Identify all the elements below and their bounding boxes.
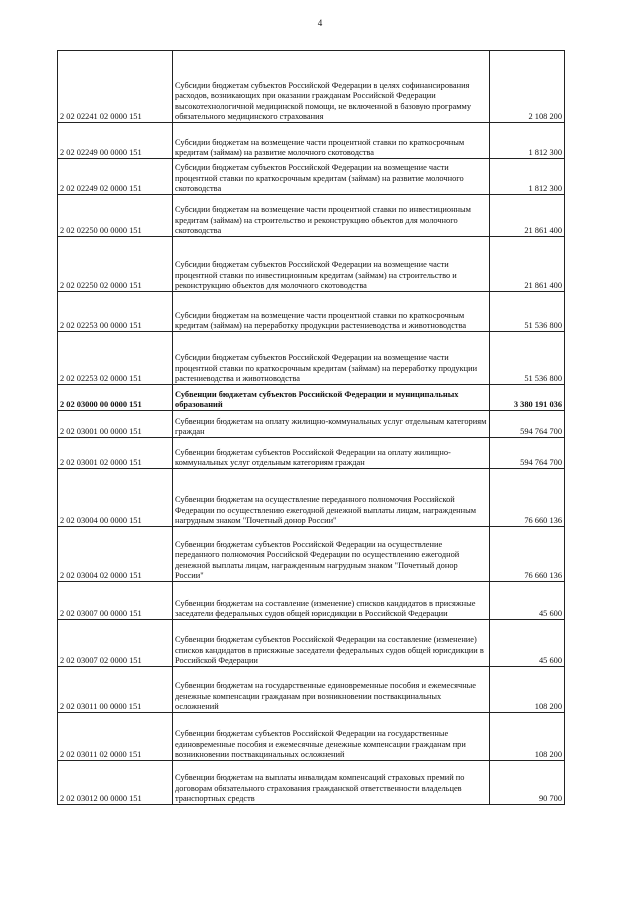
budget-description: Субвенции бюджетам на оплату жилищно-коммунальных услуг отдельным категориям граждан bbox=[173, 411, 490, 438]
budget-table bbox=[57, 50, 565, 805]
budget-description: Субвенции бюджетам субъектов Российской Федерации и муниципальных образований bbox=[173, 385, 490, 411]
budget-amount: 1 812 300 bbox=[490, 123, 565, 159]
budget-amount: 1 812 300 bbox=[490, 159, 565, 195]
budget-description: Субвенции бюджетам субъектов Российской Федерации на оплату жилищно-коммунальных услуг отдельным категориям граждан bbox=[173, 438, 490, 469]
table-row bbox=[58, 195, 565, 237]
budget-code: 2 02 03007 00 0000 151 bbox=[58, 582, 173, 620]
budget-amount: 76 660 136 bbox=[490, 469, 565, 527]
table-row bbox=[58, 123, 565, 159]
budget-description: Субвенции бюджетам субъектов Российской Федерации на составление (изменение) списков кандидатов в присяжные заседатели федеральных судов общей юрисдикции в Российской Федерации bbox=[173, 620, 490, 667]
budget-code: 2 02 02249 00 0000 151 bbox=[58, 123, 173, 159]
budget-description: Субсидии бюджетам субъектов Российской Федерации на возмещение части процентной ставки по краткосрочным кредитам (займам) на развитие молочного скотоводства bbox=[173, 159, 490, 195]
table-row bbox=[58, 438, 565, 469]
budget-code: 2 02 03011 02 0000 151 bbox=[58, 713, 173, 761]
page-number: 4 bbox=[317, 18, 323, 28]
budget-description: Субсидии бюджетам субъектов Российской Федерации на возмещение части процентной ставки по инвестиционным кредитам (займам) на строительство и реконструкцию объектов для молочного скотоводства bbox=[173, 237, 490, 292]
budget-description: Субвенции бюджетам на государственные единовременные пособия и ежемесячные денежные компенсации гражданам при возникновении поствакцинальных осложнений bbox=[173, 667, 490, 713]
budget-amount: 594 764 700 bbox=[490, 438, 565, 469]
budget-amount: 2 108 200 bbox=[490, 51, 565, 123]
budget-amount: 3 380 191 036 bbox=[490, 385, 565, 411]
table-row bbox=[58, 385, 565, 411]
budget-description: Субвенции бюджетам на выплаты инвалидам компенсаций страховых премий по договорам обязательного страхования гражданской ответственности владельцев транспортных средств bbox=[173, 761, 490, 805]
budget-amount: 45 600 bbox=[490, 582, 565, 620]
budget-code: 2 02 03001 02 0000 151 bbox=[58, 438, 173, 469]
budget-description: Субсидии бюджетам субъектов Российской Федерации на возмещение части процентной ставки по краткосрочным кредитам (займам) на переработку продукции растениеводства и животноводства bbox=[173, 332, 490, 385]
table-row bbox=[58, 332, 565, 385]
budget-amount: 45 600 bbox=[490, 620, 565, 667]
budget-code: 2 02 02250 00 0000 151 bbox=[58, 195, 173, 237]
budget-amount: 21 861 400 bbox=[490, 237, 565, 292]
budget-code: 2 02 02253 02 0000 151 bbox=[58, 332, 173, 385]
table-row bbox=[58, 582, 565, 620]
budget-code: 2 02 03000 00 0000 151 bbox=[58, 385, 173, 411]
table-row bbox=[58, 667, 565, 713]
budget-description: Субсидии бюджетам субъектов Российской Федерации в целях софинансирования расходов, возникающих при оказании гражданам Российской Федерации высокотехнологичной медицинской помощи, не включенной в базовую программу обязательного медицинского страхования bbox=[173, 51, 490, 123]
budget-description: Субсидии бюджетам на возмещение части процентной ставки по краткосрочным кредитам (займам) на переработку продукции растениеводства и животноводства bbox=[173, 292, 490, 332]
budget-code: 2 02 02250 02 0000 151 bbox=[58, 237, 173, 292]
budget-code: 2 02 02253 00 0000 151 bbox=[58, 292, 173, 332]
table-row bbox=[58, 469, 565, 527]
budget-amount: 21 861 400 bbox=[490, 195, 565, 237]
table-row bbox=[58, 713, 565, 761]
budget-amount: 90 700 bbox=[490, 761, 565, 805]
table-row bbox=[58, 527, 565, 582]
budget-code: 2 02 03011 00 0000 151 bbox=[58, 667, 173, 713]
budget-description: Субсидии бюджетам на возмещение части процентной ставки по инвестиционным кредитам (займам) на строительство и реконструкцию объектов для молочного скотоводства bbox=[173, 195, 490, 237]
table-row bbox=[58, 237, 565, 292]
budget-description: Субвенции бюджетам субъектов Российской Федерации на осуществление переданного полномочия Российской Федерации по осуществлению ежегодной денежной выплаты лицам, награжденным нагрудным знаком "Почетный донор России" bbox=[173, 527, 490, 582]
budget-amount: 108 200 bbox=[490, 713, 565, 761]
table-row bbox=[58, 292, 565, 332]
budget-amount: 51 536 800 bbox=[490, 332, 565, 385]
budget-amount: 76 660 136 bbox=[490, 527, 565, 582]
table-row bbox=[58, 761, 565, 805]
budget-code: 2 02 03004 00 0000 151 bbox=[58, 469, 173, 527]
budget-description: Субвенции бюджетам на составление (изменение) списков кандидатов в присяжные заседатели федеральных судов общей юрисдикции в Российской Федерации bbox=[173, 582, 490, 620]
table-row bbox=[58, 620, 565, 667]
budget-code: 2 02 03004 02 0000 151 bbox=[58, 527, 173, 582]
budget-code: 2 02 03007 02 0000 151 bbox=[58, 620, 173, 667]
budget-amount: 594 764 700 bbox=[490, 411, 565, 438]
budget-code: 2 02 02249 02 0000 151 bbox=[58, 159, 173, 195]
budget-amount: 51 536 800 bbox=[490, 292, 565, 332]
budget-code: 2 02 02241 02 0000 151 bbox=[58, 51, 173, 123]
table-row bbox=[58, 159, 565, 195]
table-row bbox=[58, 51, 565, 123]
table-row bbox=[58, 411, 565, 438]
budget-description: Субсидии бюджетам на возмещение части процентной ставки по краткосрочным кредитам (займам) на развитие молочного скотоводства bbox=[173, 123, 490, 159]
budget-description: Субвенции бюджетам субъектов Российской Федерации на государственные единовременные пособия и ежемесячные денежные компенсации гражданам при возникновении поствакцинальных осложнений bbox=[173, 713, 490, 761]
budget-amount: 108 200 bbox=[490, 667, 565, 713]
budget-code: 2 02 03001 00 0000 151 bbox=[58, 411, 173, 438]
budget-description: Субвенции бюджетам на осуществление переданного полномочия Российской Федерации по осуществлению ежегодной денежной выплаты лицам, награжденным нагрудным знаком "Почетный донор России" bbox=[173, 469, 490, 527]
budget-code: 2 02 03012 00 0000 151 bbox=[58, 761, 173, 805]
